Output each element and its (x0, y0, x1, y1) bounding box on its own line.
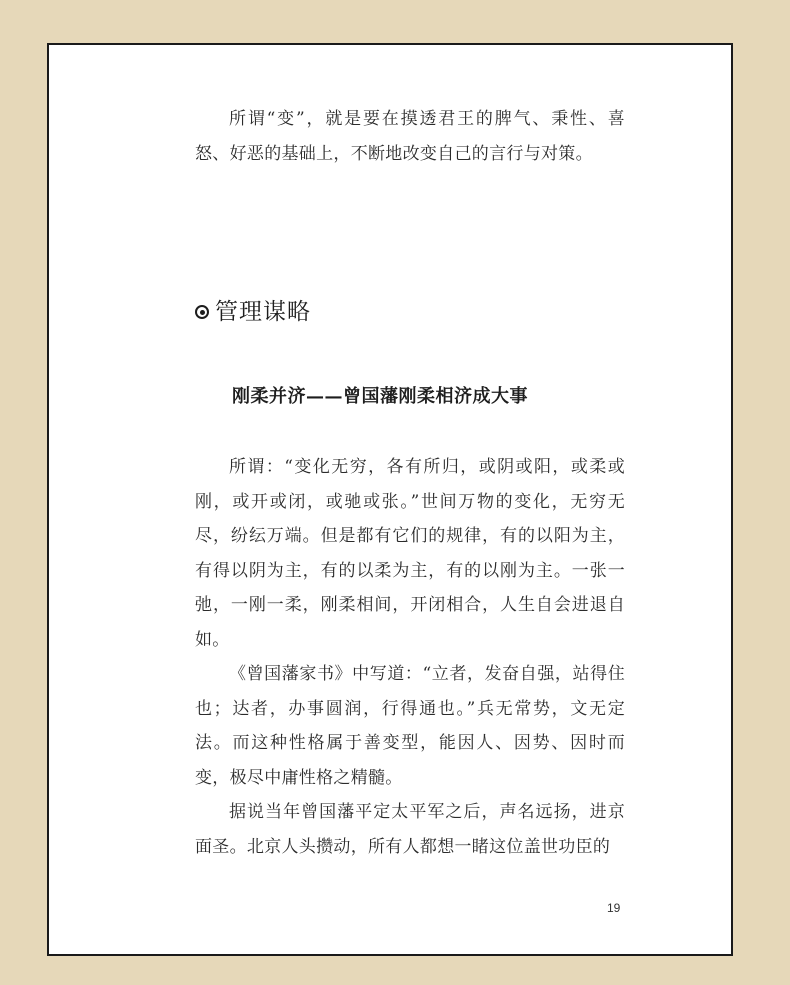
page-number: 19 (607, 901, 621, 915)
section-heading-text: 管理谋略 (215, 299, 311, 325)
intro-paragraph: 所谓“变”，就是要在摸透君王的脾气、秉性、喜怒、好恶的基础上，不断地改变自己的言行与对策。 (195, 109, 625, 164)
book-page (47, 43, 733, 956)
intro-text-block (195, 102, 625, 171)
body-paragraph: 所谓：“变化无穷，各有所归，或阴或阳，或柔或刚，或开或闭，或驰或张。”世间万物的变化，无穷无尽，纷纭万端。但是都有它们的规律，有的以阳为主，有得以阴为主，有的以柔为主，有的以刚为主。一张一弛，一刚一柔，刚柔相间，开闭相合，人生自会进退自如。 (195, 457, 625, 650)
body-paragraph: 据说当年曾国藩平定太平军之后，声名远扬，进京面圣。北京人头攒动，所有人都想一睹这位盖世功臣的 (195, 802, 625, 857)
circle-bullet-icon (195, 305, 209, 319)
body-text-block (195, 450, 625, 864)
body-paragraph: 《曾国藩家书》中写道：“立者，发奋自强，站得住也；达者，办事圆润，行得通也。”兵无常势，文无定法。而这种性格属于善变型，能因人、因势、因时而变，极尽中庸性格之精髓。 (195, 664, 625, 788)
article-subheading: 刚柔并济——曾国藩刚柔相济成大事 (232, 386, 528, 407)
section-heading (195, 297, 311, 327)
